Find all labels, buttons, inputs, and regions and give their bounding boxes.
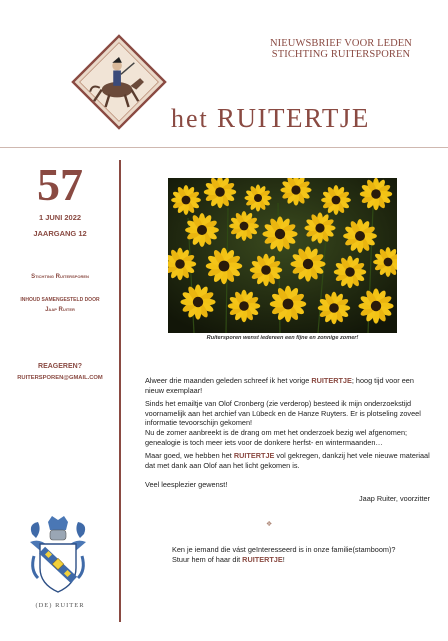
sunflower-photo [168, 178, 397, 333]
article-paragraph-3: Maar goed, we hebben het RUITERTJE vol gekregen, dankzij het vele nieuwe materiaal dat met dank aan Olof aan het licht gekomen is. [145, 451, 430, 470]
photo-caption: Ruitersporen wenst iedereen een fijne en zonnige zomer! [206, 335, 359, 341]
closing-line-2: Stuur hem of haar dit RUITERTJE! [172, 554, 285, 564]
newsletter-subtitle: NIEUWSBRIEF VOOR LEDEN [269, 38, 412, 49]
diamond-ornament-icon: ❖ [266, 521, 273, 528]
ruitertje-highlight: RUITERTJE [233, 451, 275, 461]
ruitertje-highlight: RUITERTJE [242, 554, 283, 564]
ruitertje-highlight: RUITERTJE [311, 376, 352, 385]
article-body [145, 376, 430, 508]
newsletter-heading [255, 38, 427, 60]
compiled-label: INHOUD SAMENGESTELD DOOR [20, 297, 100, 303]
coat-of-arms-icon [26, 516, 90, 598]
masthead-het: het [171, 104, 209, 133]
horseman-logo [71, 34, 167, 130]
article-greeting: Veel leesplezier gewenst! [145, 480, 228, 490]
header-divider [0, 147, 448, 148]
issue-volume: JAARGANG 12 [33, 229, 87, 238]
issue-date: 1 JUNI 2022 [38, 213, 82, 222]
masthead-ruitertje: RUITERTJE [217, 103, 370, 133]
masthead-title [171, 103, 370, 134]
closing-note [172, 545, 402, 564]
article-signature: Jaap Ruiter, voorzitter [359, 493, 430, 503]
respond-email-link[interactable]: RUITERSPOREN@GMAIL.COM [17, 375, 103, 381]
foundation-title: STICHTING RUITERSPOREN [271, 49, 411, 60]
respond-heading: REAGEREN? [38, 363, 82, 370]
article-paragraph-1: Alweer drie maanden geleden schreef ik het vorige RUITERTJE; hoog tijd voor een nieuw exemplaar! [145, 376, 414, 395]
coat-of-arms-caption: (DE) RUITER [35, 602, 85, 609]
closing-line-1: Ken je iemand die vást geïnteresseerd is in onze familie(stamboom)? [172, 545, 396, 554]
compiler-name: Jaap Ruiter [45, 307, 75, 313]
issue-number: 57 [37, 159, 83, 210]
article-paragraph-2: Sinds het emailtje van Olof Cronberg (zie verderop) besteed ik mijn onderzoekstijd voornamelijk aan het archief van Lübeck en de Hanze Ruyters. Er is plotseling zoveel informatie tevoorschijn gekomen! Nu de zomer aanbreekt is de drang om met het onderzoek bezig wel afgenomen; genealogie is toch meer iets voor de donkere herfst- en wintermaanden… [145, 399, 421, 447]
foundation-name: Stichting Ruitersporen [31, 274, 89, 280]
